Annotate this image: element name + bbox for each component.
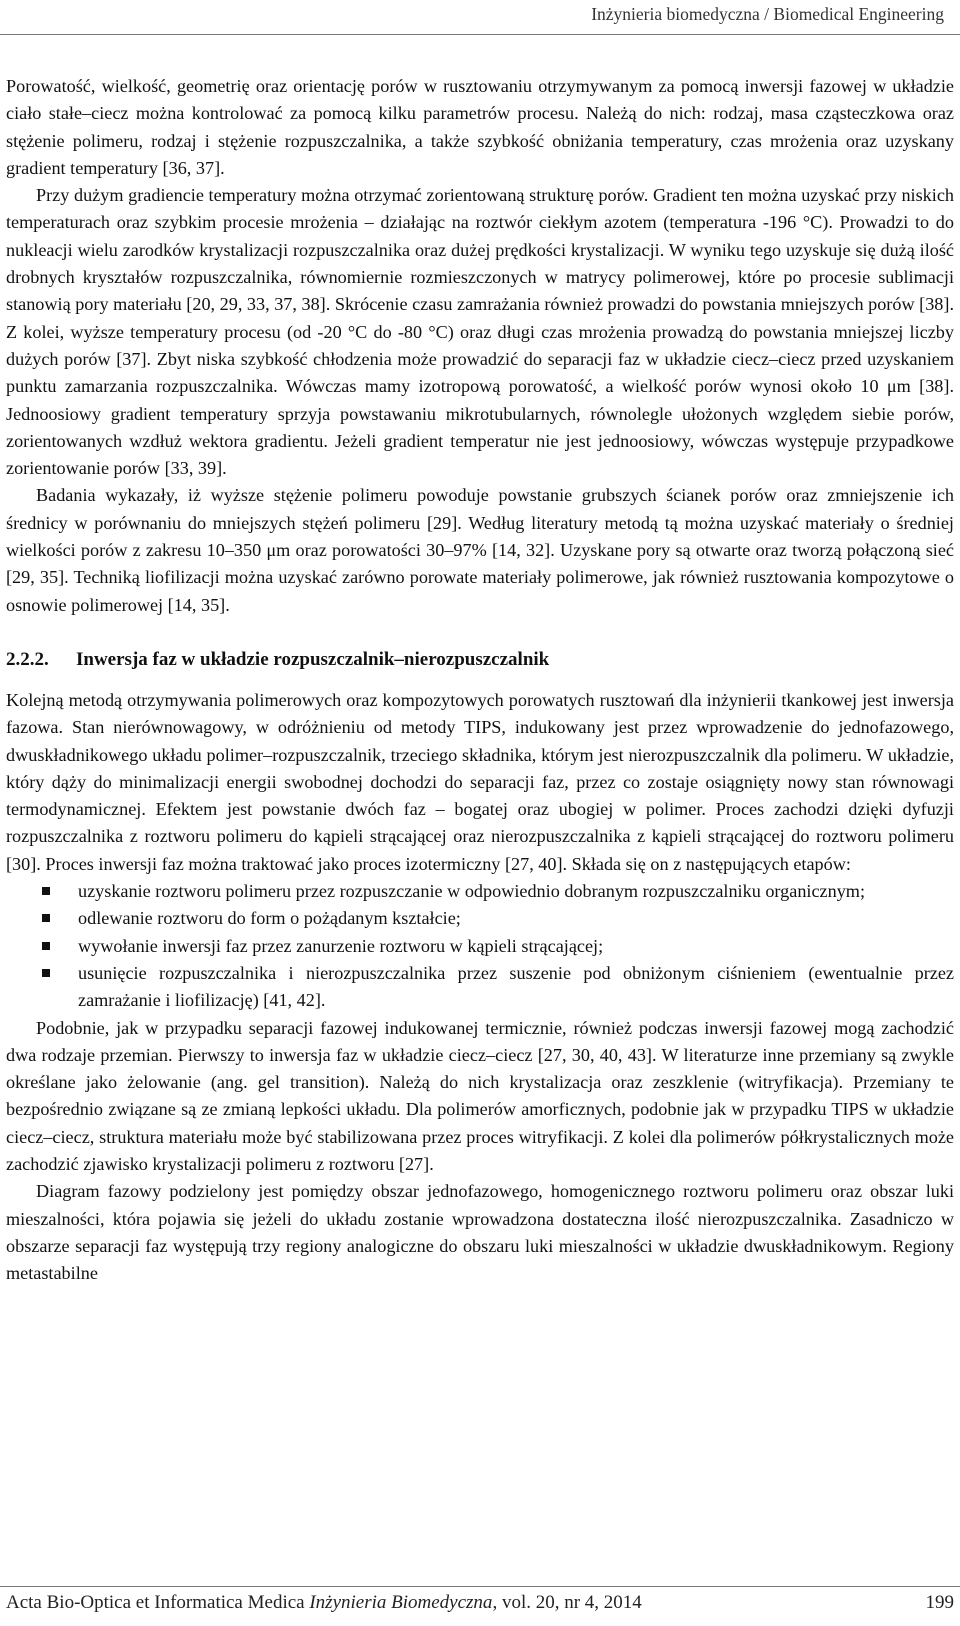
page-number: 199 xyxy=(925,1592,954,1613)
square-bullet-icon xyxy=(42,969,50,977)
section-title: Inwersja faz w układzie rozpuszczalnik–nierozpuszczalnik xyxy=(76,648,550,670)
footer-rule xyxy=(0,1586,960,1587)
paragraph-transformations: Podobnie, jak w przypadku separacji fazowej indukowanej termicznie, również podczas inwersji fazowej mogą zachodzić dwa rodzaje przemian. Pierwszy to inwersja faz w układzie ciecz–ciecz [27, 30, 40, 43]. W literaturze inne przemiany są zwykle określane jako żelowanie (ang. gel transition). Należą do nich krystalizacja oraz zeszklenie (witryfikacja). Przemiany te bezpośrednio związane są ze zmianą lepkości układu. Dla polimerów amorficznych, podobnie jak w przypadku TIPS w układzie ciecz–ciecz, struktura materiału może być stabilizowana przez proces witryfikacji. Z kolei dla polimerów półkrystalicznych może zachodzić zjawisko krystalizacji polimeru z roztworu [27]. xyxy=(6,1017,954,1174)
list-item-text: wywołanie inwersji faz przez zanurzenie roztworu w kąpieli strącającej; xyxy=(78,935,604,956)
paragraph-phase-inversion-intro: Kolejną metodą otrzymywania polimerowych oraz kompozytowych porowatych rusztowań dla inżynierii tkankowej jest inwersja fazowa. Stan nierównowagowy, w odróżnieniu od metody TIPS, indukowany jest przez wprowadzenie do jednofazowego, dwuskładnikowego układu polimer–rozpuszczalnik, trzeciego składnika, którym jest nierozpuszczalnik dla polimeru. W układzie, który dąży do minimalizacji energii swobodnej dochodzi do separacji faz, przez co zostaje osiągnięty nowy stan równowagi termodynamicznej. Efektem jest powstanie dwóch faz – bogatej oraz ubogiej w polimer. Proces zachodzi dzięki dyfuzji rozpuszczalnika z roztworu polimeru do kąpieli strącającej oraz nierozpuszczalnika z kąpieli strącającej do roztworu polimeru [30]. Proces inwersji faz można traktować jako proces izotermiczny [27, 40]. Składa się on z następujących etapów: xyxy=(6,689,954,874)
journal-name: Acta Bio-Optica et Informatica Medica xyxy=(6,1592,310,1613)
process-steps-list xyxy=(6,878,954,1014)
square-bullet-icon xyxy=(42,914,50,922)
paragraph-polymer-concentration: Badania wykazały, iż wyższe stężenie polimeru powoduje powstanie grubszych ścianek porów oraz zmniejszenie ich średnicy w porównaniu do mniejszych stężeń polimeru [29]. Według literatury metodą tą można uzyskać materiały o średniej wielkości porów z zakresu 10–350 μm oraz porowatości 30–97% [14, 32]. Uzyskane pory są otwarte oraz tworzą połączoną sieć [29, 35]. Techniką liofilizacji można uzyskać zarówno porowate materiały polimerowe, jak również rusztowania kompozytowe o osnowie polimerowej [14, 35]. xyxy=(6,485,954,615)
journal-subtitle: Inżynieria Biomedyczna xyxy=(309,1592,493,1613)
list-item-text: odlewanie roztworu do form o pożądanym kształcie; xyxy=(78,908,461,929)
section-heading xyxy=(6,645,954,675)
header-rule xyxy=(0,34,960,35)
section-number: 2.2.2. xyxy=(6,648,49,670)
list-item xyxy=(6,933,954,960)
square-bullet-icon xyxy=(42,942,50,950)
journal-volume: , vol. 20, nr 4, 2014 xyxy=(492,1592,642,1613)
square-bullet-icon xyxy=(42,887,50,895)
list-item xyxy=(6,905,954,932)
article-body xyxy=(6,73,954,1287)
paragraph-porosity-control: Porowatość, wielkość, geometrię oraz orientację porów w rusztowaniu otrzymywanym za pomocą inwersji fazowej w układzie ciało stałe–ciecz można kontrolować za pomocą kilku parametrów procesu. Należą do nich: rodzaj, masa cząsteczkowa oraz stężenie polimeru, rodzaj i stężenie rozpuszczalnika, a także szybkość obniżania temperatury, czas mrożenia oraz uzyskany gradient temperatury [36, 37]. xyxy=(6,76,954,178)
list-item-text: uzyskanie roztworu polimeru przez rozpuszczanie w odpowiednio dobranym rozpuszczalniku organicznym; xyxy=(78,881,866,902)
journal-citation xyxy=(6,1592,642,1614)
running-header: Inżynieria biomedyczna / Biomedical Engineering xyxy=(591,4,944,24)
list-item-text: usunięcie rozpuszczalnika i nierozpuszczalnika przez suszenie pod obniżonym ciśnieniem (ewentualnie przez zamrażanie i liofilizację) [41, 42]. xyxy=(78,962,954,1011)
list-item xyxy=(6,878,954,905)
paragraph-temperature-gradient: Przy dużym gradiencie temperatury można otrzymać zorientowaną strukturę porów. Gradient ten można uzyskać przy niskich temperaturach oraz szybkim procesie mrożenia – działając na roztwór ciekłym azotem (temperatura -196 °C). Prowadzi to do nukleacji wielu zarodków krystalizacji rozpuszczalnika oraz dużej prędkości krystalizacji. W wyniku tego uzyskuje się dużą ilość drobnych kryształów rozpuszczalnika, równomiernie rozmieszczonych w matrycy polimerowej, które po procesie sublimacji stanowią pory materiału [20, 29, 33, 37, 38]. Skrócenie czasu zamrażania również prowadzi do powstania mniejszych porów [38]. Z kolei, wyższe temperatury procesu (od -20 °C do -80 °C) oraz długi czas mrożenia prowadzą do powstania mniejszej liczby dużych porów [37]. Zbyt niska szybkość chłodzenia może prowadzić do separacji faz w układzie ciecz–ciecz przed uzyskaniem punktu zamarzania rozpuszczalnika. Wówczas mamy izotropową porowatość, a wielkość porów wynosi około 10 μm [38]. Jednoosiowy gradient temperatury sprzyja powstawaniu mikrotubularnych, równolegle ułożonych względem siebie porów, zorientowanych wzdłuż wektora gradientu. Jeżeli gradient temperatur nie jest jednoosiowy, wówczas występuje przypadkowe zorientowanie porów [33, 39]. xyxy=(6,185,954,479)
paragraph-phase-diagram: Diagram fazowy podzielony jest pomiędzy obszar jednofazowego, homogenicznego roztworu polimeru oraz obszar luki mieszalności, która pojawia się jeżeli do układu zostanie wprowadzona dostateczna ilość nierozpuszczalnika. Zasadniczo w obszarze separacji faz występują trzy regiony analogiczne do obszaru luki mieszalności w układzie dwuskładnikowym. Regiony metastabilne xyxy=(6,1181,954,1284)
list-item xyxy=(6,960,954,1015)
